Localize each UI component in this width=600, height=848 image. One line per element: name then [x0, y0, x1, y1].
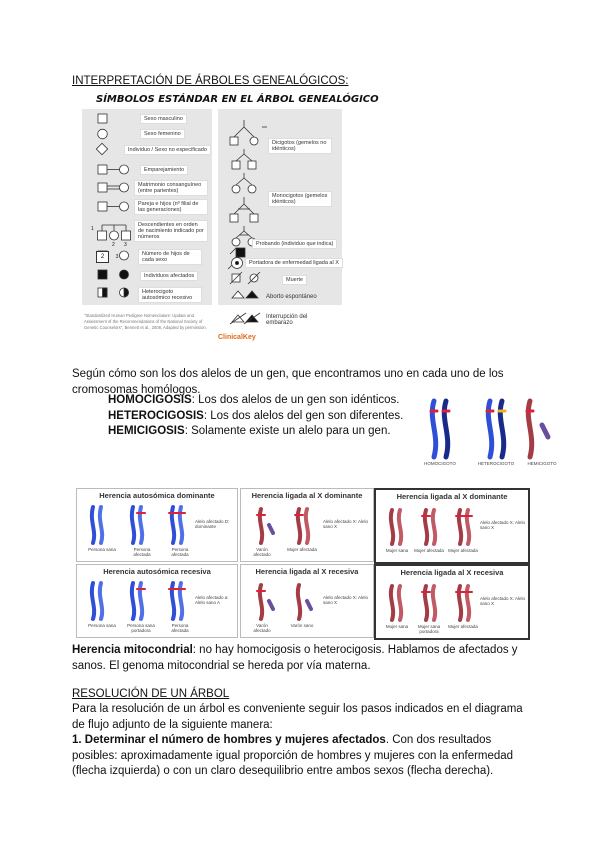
panel-x-dominant-female [374, 488, 530, 564]
mating-female [120, 165, 129, 174]
mating-male [98, 165, 107, 174]
panel-title: Herencia autosómica recesiva [103, 567, 211, 576]
symbol-label: Monocigotos (gemelos idénticos) [268, 191, 332, 207]
panel-caption: Persona sana [88, 547, 116, 552]
symbol-label: Interrupción del embarazo [266, 314, 308, 326]
panel-caption: Mujer sana portadora [417, 624, 441, 634]
definition-text: : Los dos alelos del gen son diferentes. [203, 409, 404, 422]
panel-title: Herencia autosómica dominante [99, 491, 215, 500]
symbol-label: Sexo femenino [140, 129, 185, 139]
chrom-label: HOMOCIGOTO [424, 461, 456, 466]
definition-term: HOMOCIGOSIS [108, 394, 192, 406]
definition-term: HETEROCIGOSIS [108, 409, 204, 422]
zygosity-drawing [420, 395, 580, 470]
number-box-sub: 3 [115, 254, 119, 260]
panel-caption: Persona afectada [171, 547, 189, 557]
mito-term: Herencia mitocondrial [72, 644, 193, 656]
female-symbol [98, 129, 108, 139]
birth-order-number: 3 [124, 242, 127, 248]
panel-caption: Persona sana portadora [127, 623, 155, 633]
symbol-label: Aborto espontáneo [266, 294, 317, 300]
panel-autosomal-recessive [76, 564, 238, 638]
definition-item [108, 424, 408, 440]
panel-note: Alelo afectado X: Alelo sano X [323, 519, 369, 529]
symbol-label: Número de hijos de cada sexo [138, 249, 202, 265]
panel-title: Herencia ligada al X recesiva [255, 567, 359, 576]
resolution-heading: RESOLUCIÓN DE UN ÁRBOL [72, 688, 230, 700]
zygosity-figure [420, 395, 580, 470]
panel-note: Alelo afectado D: dominante [195, 519, 230, 529]
page-heading: INTERPRETACIÓN DE ÁRBOLES GENEALÓGICOS: [72, 75, 349, 87]
inheritance-figure [76, 488, 528, 638]
panel-caption: Persona sana [88, 623, 116, 628]
step1-text: . Con dos resultados posibles: aproximadamente igual proporción de hombres y mujeres con la enfermedad (flecha izquierda) o con un claro desequilibrio entre ambos sexos (flecha derecha). [72, 734, 514, 777]
panel-x-recessive-female [374, 564, 530, 640]
intro-paragraph: Según cómo son los dos alelos de un gen, que encontramos uno en cada uno de los cromosomas homólogos. [72, 368, 504, 396]
panel-caption: Varón sano [290, 623, 314, 628]
panel-x-recessive-male [240, 564, 374, 638]
definitions-list [108, 393, 408, 440]
panel-note: Alelo afectado X: Alelo sano X [323, 595, 369, 605]
symbol-label: Matrimonio consanguíneo (entre parientes) [134, 180, 208, 196]
resolution-paragraph: Para la resolución de un árbol es conveniente seguir los pasos indicados en el diagrama de flujo adjunto de la siguiente manera: [72, 703, 523, 731]
panel-title: Herencia ligada al X dominante [251, 491, 363, 500]
symbol-label: Portadora de enfermedad ligada al X [245, 258, 343, 268]
step1-paragraph [72, 733, 532, 780]
mito-text: : no hay homocigosis o heterocigosis. Hablamos de afectados y sanos. El genoma mitocondrial se hereda por vía materna. [72, 644, 518, 672]
chrom-label: HEMICIGOTO [527, 461, 557, 466]
panel-caption: Mujer afectada [287, 547, 317, 552]
figure-credit: "Standardized Human Pedigree Nomenclature: Update and Assessment of the Recommendations of the National Society of Genetic Counselors", Bennett et al., 2008, Adapted by permission. [84, 313, 207, 330]
panel-note: Alelo afectado a: Alelo sano A [195, 595, 229, 605]
panel-title: Herencia ligada al X recesiva [400, 568, 504, 577]
symbol-label: Individuos afectados [140, 271, 198, 281]
panel-caption: Mujer afectada [448, 548, 478, 553]
panel-caption: Persona afectada [133, 547, 151, 557]
panel-caption: Mujer sana [385, 548, 409, 553]
panel-title: Herencia ligada al X dominante [396, 492, 508, 501]
male-symbol [98, 114, 107, 123]
step1-term: 1. Determinar el número de hombres y mujeres afectados [72, 734, 386, 746]
symbols-figure [82, 92, 379, 352]
panel-caption: Persona afectada [171, 623, 189, 633]
symbol-label: Descendientes en orden de nacimiento indicado por números [134, 220, 208, 242]
clinicalkey-logo: ClinicalKey [218, 334, 256, 341]
symbol-label: Muerte [282, 275, 307, 285]
panel-caption: Varón afectado [253, 547, 271, 557]
panel-caption: Varón afectado [253, 623, 271, 633]
mito-paragraph [72, 643, 532, 674]
symbol-label: Sexo masculino [140, 114, 187, 124]
unknown-sex-symbol [96, 143, 107, 154]
birth-order-number: 2 [112, 242, 115, 248]
definition-item [108, 393, 408, 409]
symbol-label: Heterocigoto autosómico recesivo [138, 287, 202, 303]
symbol-label: Individuo / Sexo no especificado [124, 145, 211, 155]
panel-note: Alelo afectado X: Alelo sano X [480, 596, 526, 606]
panel-caption: Mujer afectada [448, 624, 478, 629]
symbols-figure-title: SÍMBOLOS ESTÁNDAR EN EL ÁRBOL GENEALÓGICO [96, 94, 379, 105]
symbol-label: Probando (individuo que indica) [252, 239, 337, 249]
panel-x-dominant-male [240, 488, 374, 562]
definition-text: : Los dos alelos de un gen son idénticos. [191, 394, 400, 406]
panel-autosomal-dominant [76, 488, 238, 562]
panel-caption: Mujer sana [385, 624, 409, 629]
number-box: 2 [96, 251, 109, 263]
birth-order-number: 1 [91, 226, 94, 232]
chrom-label: HETEROCIGOTO [477, 461, 515, 466]
definition-item [108, 409, 408, 425]
symbol-label: Emparejamiento [140, 165, 188, 175]
definition-term: HEMICIGOSIS [108, 425, 185, 437]
symbol-label: Dicigotos (gemelos no idénticos) [268, 138, 332, 154]
panel-note: Alelo afectado X: Alelo sano X [480, 520, 526, 530]
symbol-label: Pareja e hijos (nº filial de las generaciones) [134, 199, 208, 215]
panel-caption: Mujer afectada [414, 548, 444, 553]
definition-text: : Solamente existe un alelo para un gen. [184, 425, 391, 437]
